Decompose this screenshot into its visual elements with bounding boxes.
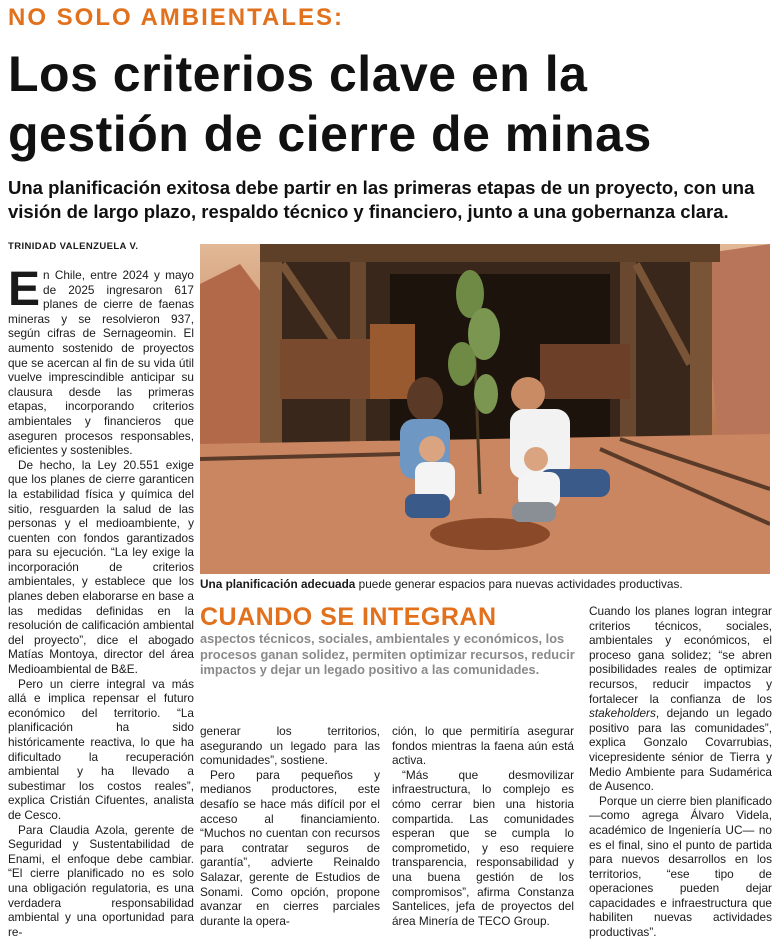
col2-paragraph-1: generar los territorios, asegurando un legado para las comunidades”, sostiene.	[200, 724, 380, 768]
col3-paragraph-2: “Más que desmovilizar infraestructura, lo complejo es cómo cerrar bien una historia compartida. Las comunidades esperan que se cumpla lo comprometido, y eso requiere transparencia, responsabilidad y una buena gestión de los compromisos”, afirma Constanza Santelices, jefa de proyectos del área Minería de TECO Group.	[392, 767, 574, 928]
col4-p1a: Cuando los planes logran integrar criterios técnicos, sociales, ambientales y económicos, el proceso gana solidez; “se abren posibilidades reales de optimizar recursos, reducir impactos y fortalecer la confianza de los	[589, 604, 772, 706]
pullquote-title: CUANDO SE INTEGRAN	[200, 603, 497, 631]
headline: Los criterios clave en la gestión de cierre de minas	[8, 46, 652, 162]
photo-caption	[200, 577, 772, 591]
deck: Una planificación exitosa debe partir en las primeras etapas de un proyecto, con una visión de largo plazo, respaldo técnico y financiero, junto a una gobernanza clara.	[8, 177, 755, 222]
main-photo	[200, 244, 770, 574]
col4-paragraph-2: Porque un cierre bien planificado —como agrega Álvaro Videla, académico de Ingeniería UC— no es el final, sino el punto de partida para nuevos desarrollos en los territorios, “ese tipo de operaciones pueden dejar capacidades e infraestructura que habiliten nuevas actividades productivas”.	[589, 793, 772, 940]
column-4	[589, 604, 772, 940]
col2-paragraph-2: Pero para pequeños y medianos productores, este desafío se hace más difícil por el acceso al financiamiento. “Muchos no cuentan con recursos para contratar seguros de garantía”, advierte Reinaldo Salazar, gerente de Estudios de Sonami. Como opción, propone avanzar en cierres parciales durante la opera-	[200, 767, 380, 928]
col4-p1-emphasis: stakeholders	[589, 706, 656, 721]
pullquote-body: aspectos técnicos, sociales, ambientales y económicos, los procesos ganan solidez, permiten optimizar recursos, reducir impactos y dejar un legado positivo a las comunidades.	[200, 631, 575, 677]
mine-family-illustration	[200, 244, 770, 574]
caption-lead: Una planificación adecuada	[200, 577, 356, 591]
caption-rest: puede generar espacios para nuevas actividades productivas.	[355, 577, 683, 591]
col1-p1-text: n Chile, entre 2024 y mayo de 2025 ingresaron 617 planes de cierre de faenas mineras y se resolvieron 937, según cifras de Sernageomin. El aumento sostenido de proyectos que se acercan al fin de su vida útil vuelve imprescindible anticipar su clausura desde las primeras etapas, incorporando criterios ambientales y financieros que aseguren procesos responsables, eficientes y sostenibles.	[8, 268, 194, 458]
column-3	[392, 724, 574, 928]
dropcap: E	[8, 263, 41, 316]
col1-paragraph-1	[8, 263, 194, 458]
column-1	[8, 263, 194, 939]
col3-paragraph-1: ción, lo que permitiría asegurar fondos mientras la faena aún está activa.	[392, 724, 574, 768]
col1-paragraph-3: Pero un cierre integral va más allá e implica repensar el futuro económico del territorio. “La planificación ha sido históricamente reactiva, lo que ha dificultado la recuperación ambiental y ha llevado a subestimar los costos reales”, explica Cristián Cifuentes, analista de Cesco.	[8, 676, 194, 822]
col1-paragraph-4: Para Claudia Azola, gerente de Seguridad y Sustentabilidad de Enami, el enfoque debe cambiar. “El cierre planificado no es solo una obligación regulatoria, es una verdadera responsabilidad ambiental y una oportunidad para re-	[8, 822, 194, 939]
kicker: NO SOLO AMBIENTALES:	[8, 4, 344, 31]
column-2	[200, 724, 380, 928]
col1-paragraph-2: De hecho, la Ley 20.551 exige que los planes de cierre garanticen la estabilidad física y química del sitio, resguarden la salud de las personas y el medioambiente, y cuenten con fondos garantizados para su ejecución. “La ley exige la incorporación de criterios ambientales, y establece que los planes deben elaborarse en base a las medidas definidas en la resolución de calificación ambiental del proyecto”, dice el abogado Matías Montoya, director del área Medioambiental de B&E.	[8, 457, 194, 677]
col4-p1b: , dejando un legado positivo para las comunidades”, explica Gonzalo Covarrubias, vicepresidente sénior de Tierra y Medio Ambiente para Sudamérica de Ausenco.	[589, 706, 772, 794]
col4-paragraph-1	[589, 604, 772, 794]
byline: TRINIDAD VALENZUELA V.	[8, 241, 139, 252]
